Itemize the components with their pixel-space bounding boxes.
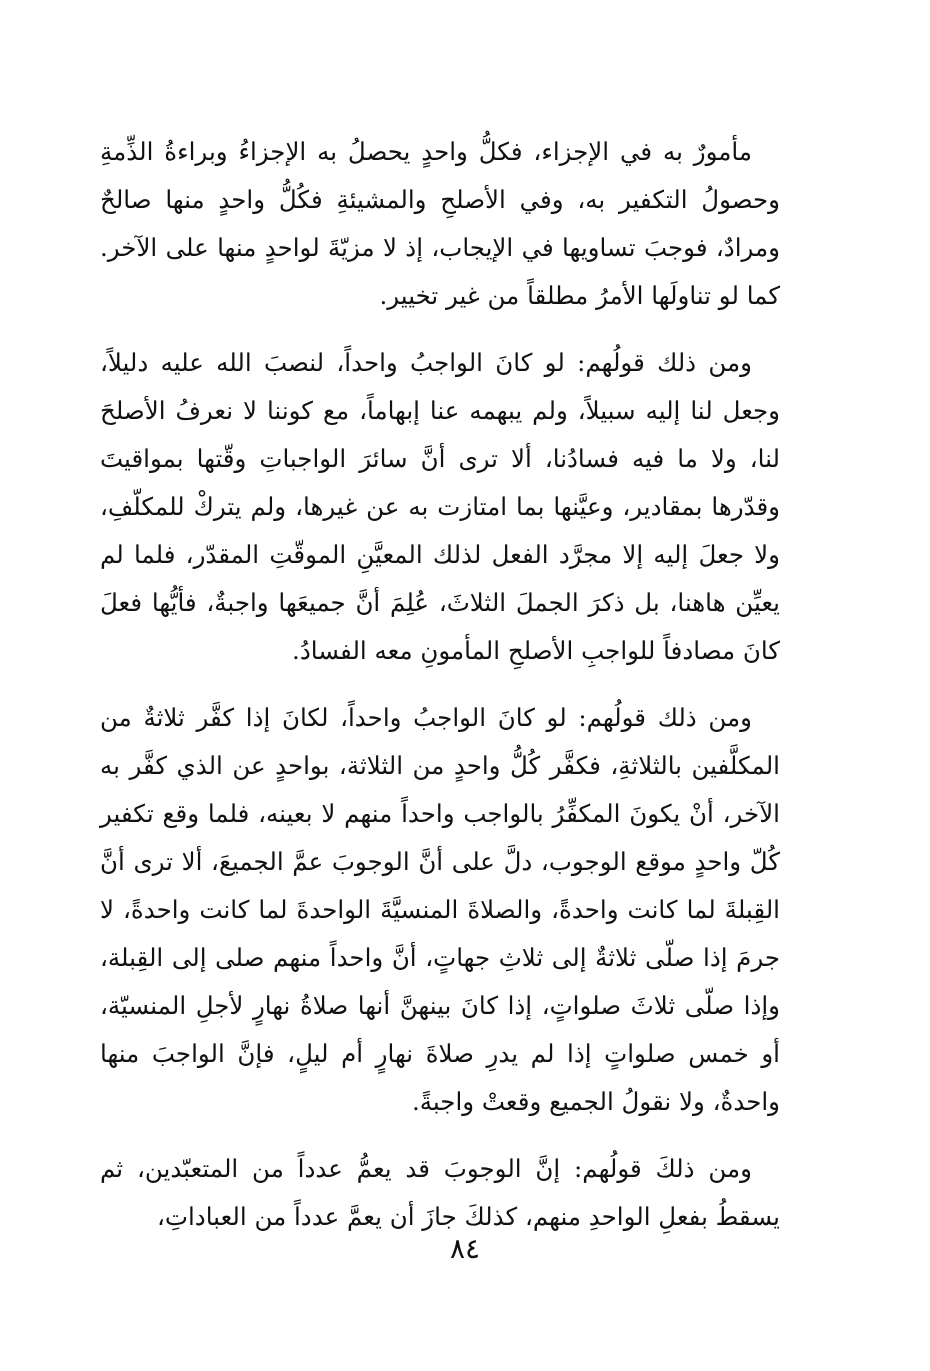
page-number: ٨٤	[449, 1232, 481, 1265]
paragraph-2: ومن ذلك قولُهم: لو كانَ الواجبُ واحداً، لنصبَ الله عليه دليلاً، وجعل لنا إليه سبيلاً، ولم يبهمه عنا إبهاماً، مع كوننا لا نعرفُ الأصلحَ لنا، ولا ما فيه فسادُنا، ألا ترى أنَّ سائرَ الواجباتِ وقّتها بمواقيتَ وقدّرها بمقادير، وعيَّنها بما امتازت به عن غيرها، ولم يتركْ للمكلّفِ، ولا جعلَ إليه إلا مجرَّد الفعل لذلك المعيَّنِ الموقّتِ المقدّر، فلما لم يعيِّن هاهنا، بل ذكرَ الجملَ الثلاثَ، عُلِمَ أنَّ جميعَها واجبةٌ، فأيُّها فعلَ كانَ مصادفاً للواجبِ الأصلحِ المأمونِ معه الفسادُ.	[100, 348, 780, 665]
paragraph-1: مأمورٌ به في الإجزاء، فكلُّ واحدٍ يحصلُ به الإجزاءُ وبراءةُ الذِّمةِ وحصولُ التكفير به، وفي الأصلحِ والمشيئةِ فكُلُّ واحدٍ منها صالحٌ ومرادٌ، فوجبَ تساويها في الإيجاب، إذ لا مزيّةَ لواحدٍ منها على الآخر. كما لو تناولَها الأمرُ مطلقاً من غير تخيير.	[100, 137, 780, 310]
paragraph-4: ومن ذلكَ قولُهم: إنَّ الوجوبَ قد يعمُّ عدداً من المتعبّدين، ثم يسقطُ بفعلِ الواحدِ منهم، كذلكَ جازَ أن يعمَّ عدداً من العباداتِ،	[100, 1154, 780, 1231]
paragraph-3: ومن ذلك قولُهم: لو كانَ الواجبُ واحداً، لكانَ إذا كفَّر ثلاثةٌ من المكلَّفين بالثلاثةِ، فكفَّر كُلُّ واحدٍ من الثلاثة، بواحدٍ عن الذي كفَّر به الآخر، أنْ يكونَ المكفِّرُ بالواجب واحداً منهم لا بعينه، فلما وقع تكفير كُلّ واحدٍ موقع الوجوب، دلَّ على أنَّ الوجوبَ عمَّ الجميعَ، ألا ترى أنَّ القِبلةَ لما كانت واحدةً، والصلاةَ المنسيَّةَ الواحدةَ لما كانت واحدةً، لا جرمَ إذا صلّى ثلاثةٌ إلى ثلاثِ جهاتٍ، أنَّ واحداً منهم صلى إلى القِبلة، وإذا صلّى ثلاثَ صلواتٍ، إذا كانَ بينهنَّ أنها صلاةُ نهارٍ لأجلِ المنسيّة، أو خمس صلواتٍ إذا لم يدرِ صلاةَ نهارٍ أم ليلٍ، فإنَّ الواجبَ منها واحدةٌ، ولا نقولُ الجميع وقعتْ واجبةً.	[100, 703, 780, 1116]
body-text	[100, 128, 780, 1260]
